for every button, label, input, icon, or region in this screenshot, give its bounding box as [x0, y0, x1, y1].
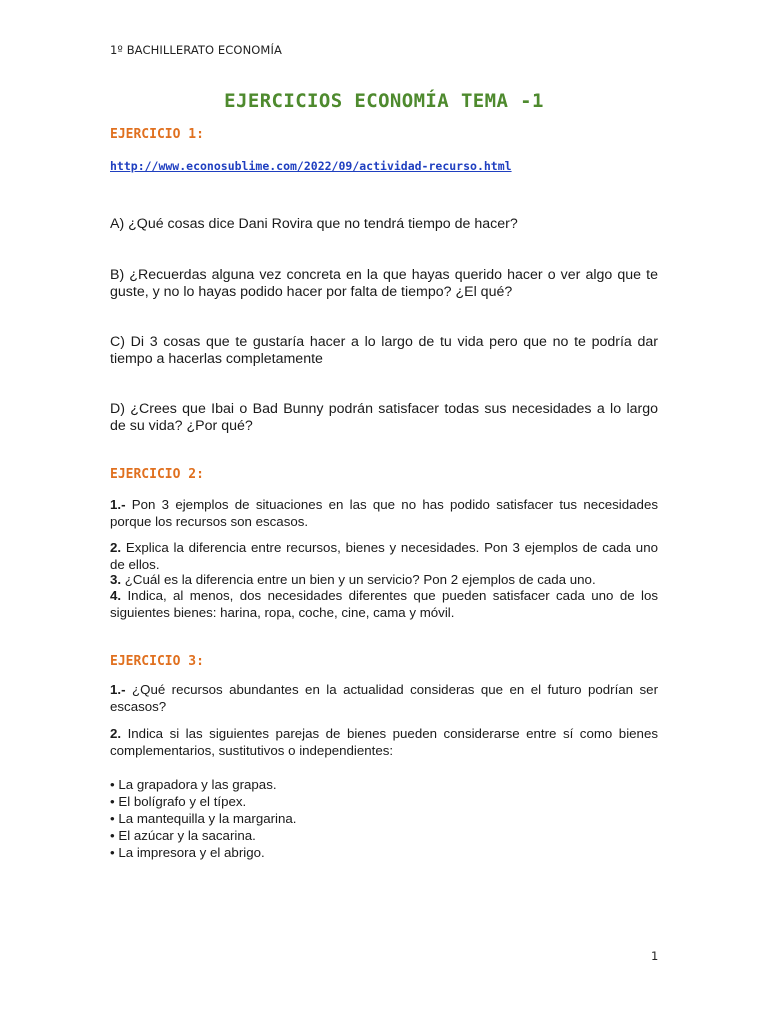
goods-pairs-list [110, 776, 297, 861]
activity-link[interactable]: http://www.econosublime.com/2022/09/actividad-recurso.html [110, 159, 512, 173]
ejercicio-2-item-1 [110, 497, 658, 530]
question-a: A) ¿Qué cosas dice Dani Rovira que no tendrá tiempo de hacer? [110, 216, 518, 232]
question-c: C) Di 3 cosas que te gustaría hacer a lo largo de tu vida pero que no te podría dar tiempo a hacerlas completamente [110, 334, 658, 367]
ejercicio-2-item-3 [110, 572, 658, 589]
item-text: Indica, al menos, dos necesidades diferentes que pueden satisfacer cada uno de los siguientes bienes: harina, ropa, coche, cine, cama y móvil. [110, 588, 658, 620]
item-text: Indica si las siguientes parejas de bienes pueden considerarse entre sí como bienes complementarios, sustitutivos o independientes: [110, 726, 658, 758]
question-b: B) ¿Recuerdas alguna vez concreta en la que hayas querido hacer o ver algo que te guste, y no lo hayas podido hacer por falta de tiempo? ¿El qué? [110, 267, 658, 300]
list-item: • El azúcar y la sacarina. [110, 827, 297, 844]
ejercicio-2-item-2 [110, 540, 658, 573]
section-heading-ejercicio-3: EJERCICIO 3: [110, 654, 204, 669]
page-title: EJERCICIOS ECONOMÍA TEMA -1 [224, 90, 544, 112]
item-number: 1.- [110, 682, 126, 697]
running-header: 1º BACHILLERATO ECONOMÍA [110, 43, 282, 57]
item-number: 2. [110, 726, 122, 741]
item-number: 3. [110, 572, 122, 587]
item-number: 1.- [110, 497, 126, 512]
ejercicio-2-item-4 [110, 588, 658, 621]
question-d: D) ¿Crees que Ibai o Bad Bunny podrán satisfacer todas sus necesidades a lo largo de su vida? ¿Por qué? [110, 401, 658, 434]
list-item: • La impresora y el abrigo. [110, 844, 297, 861]
item-number: 2. [110, 540, 122, 555]
list-item: • La grapadora y las grapas. [110, 776, 297, 793]
list-item: • El bolígrafo y el típex. [110, 793, 297, 810]
ejercicio-3-item-1 [110, 682, 658, 715]
item-number: 4. [110, 588, 122, 603]
item-text: Explica la diferencia entre recursos, bienes y necesidades. Pon 3 ejemplos de cada uno de ellos. [110, 540, 658, 572]
item-text: Pon 3 ejemplos de situaciones en las que no has podido satisfacer tus necesidades porque los recursos son escasos. [110, 497, 658, 529]
section-heading-ejercicio-2: EJERCICIO 2: [110, 467, 204, 482]
item-text: ¿Qué recursos abundantes en la actualidad consideras que en el futuro podrían ser escasos? [110, 682, 658, 714]
page-number: 1 [651, 949, 659, 963]
list-item: • La mantequilla y la margarina. [110, 810, 297, 827]
ejercicio-3-item-2 [110, 726, 658, 759]
item-text: ¿Cuál es la diferencia entre un bien y un servicio? Pon 2 ejemplos de cada uno. [121, 572, 596, 587]
section-heading-ejercicio-1: EJERCICIO 1: [110, 127, 204, 142]
